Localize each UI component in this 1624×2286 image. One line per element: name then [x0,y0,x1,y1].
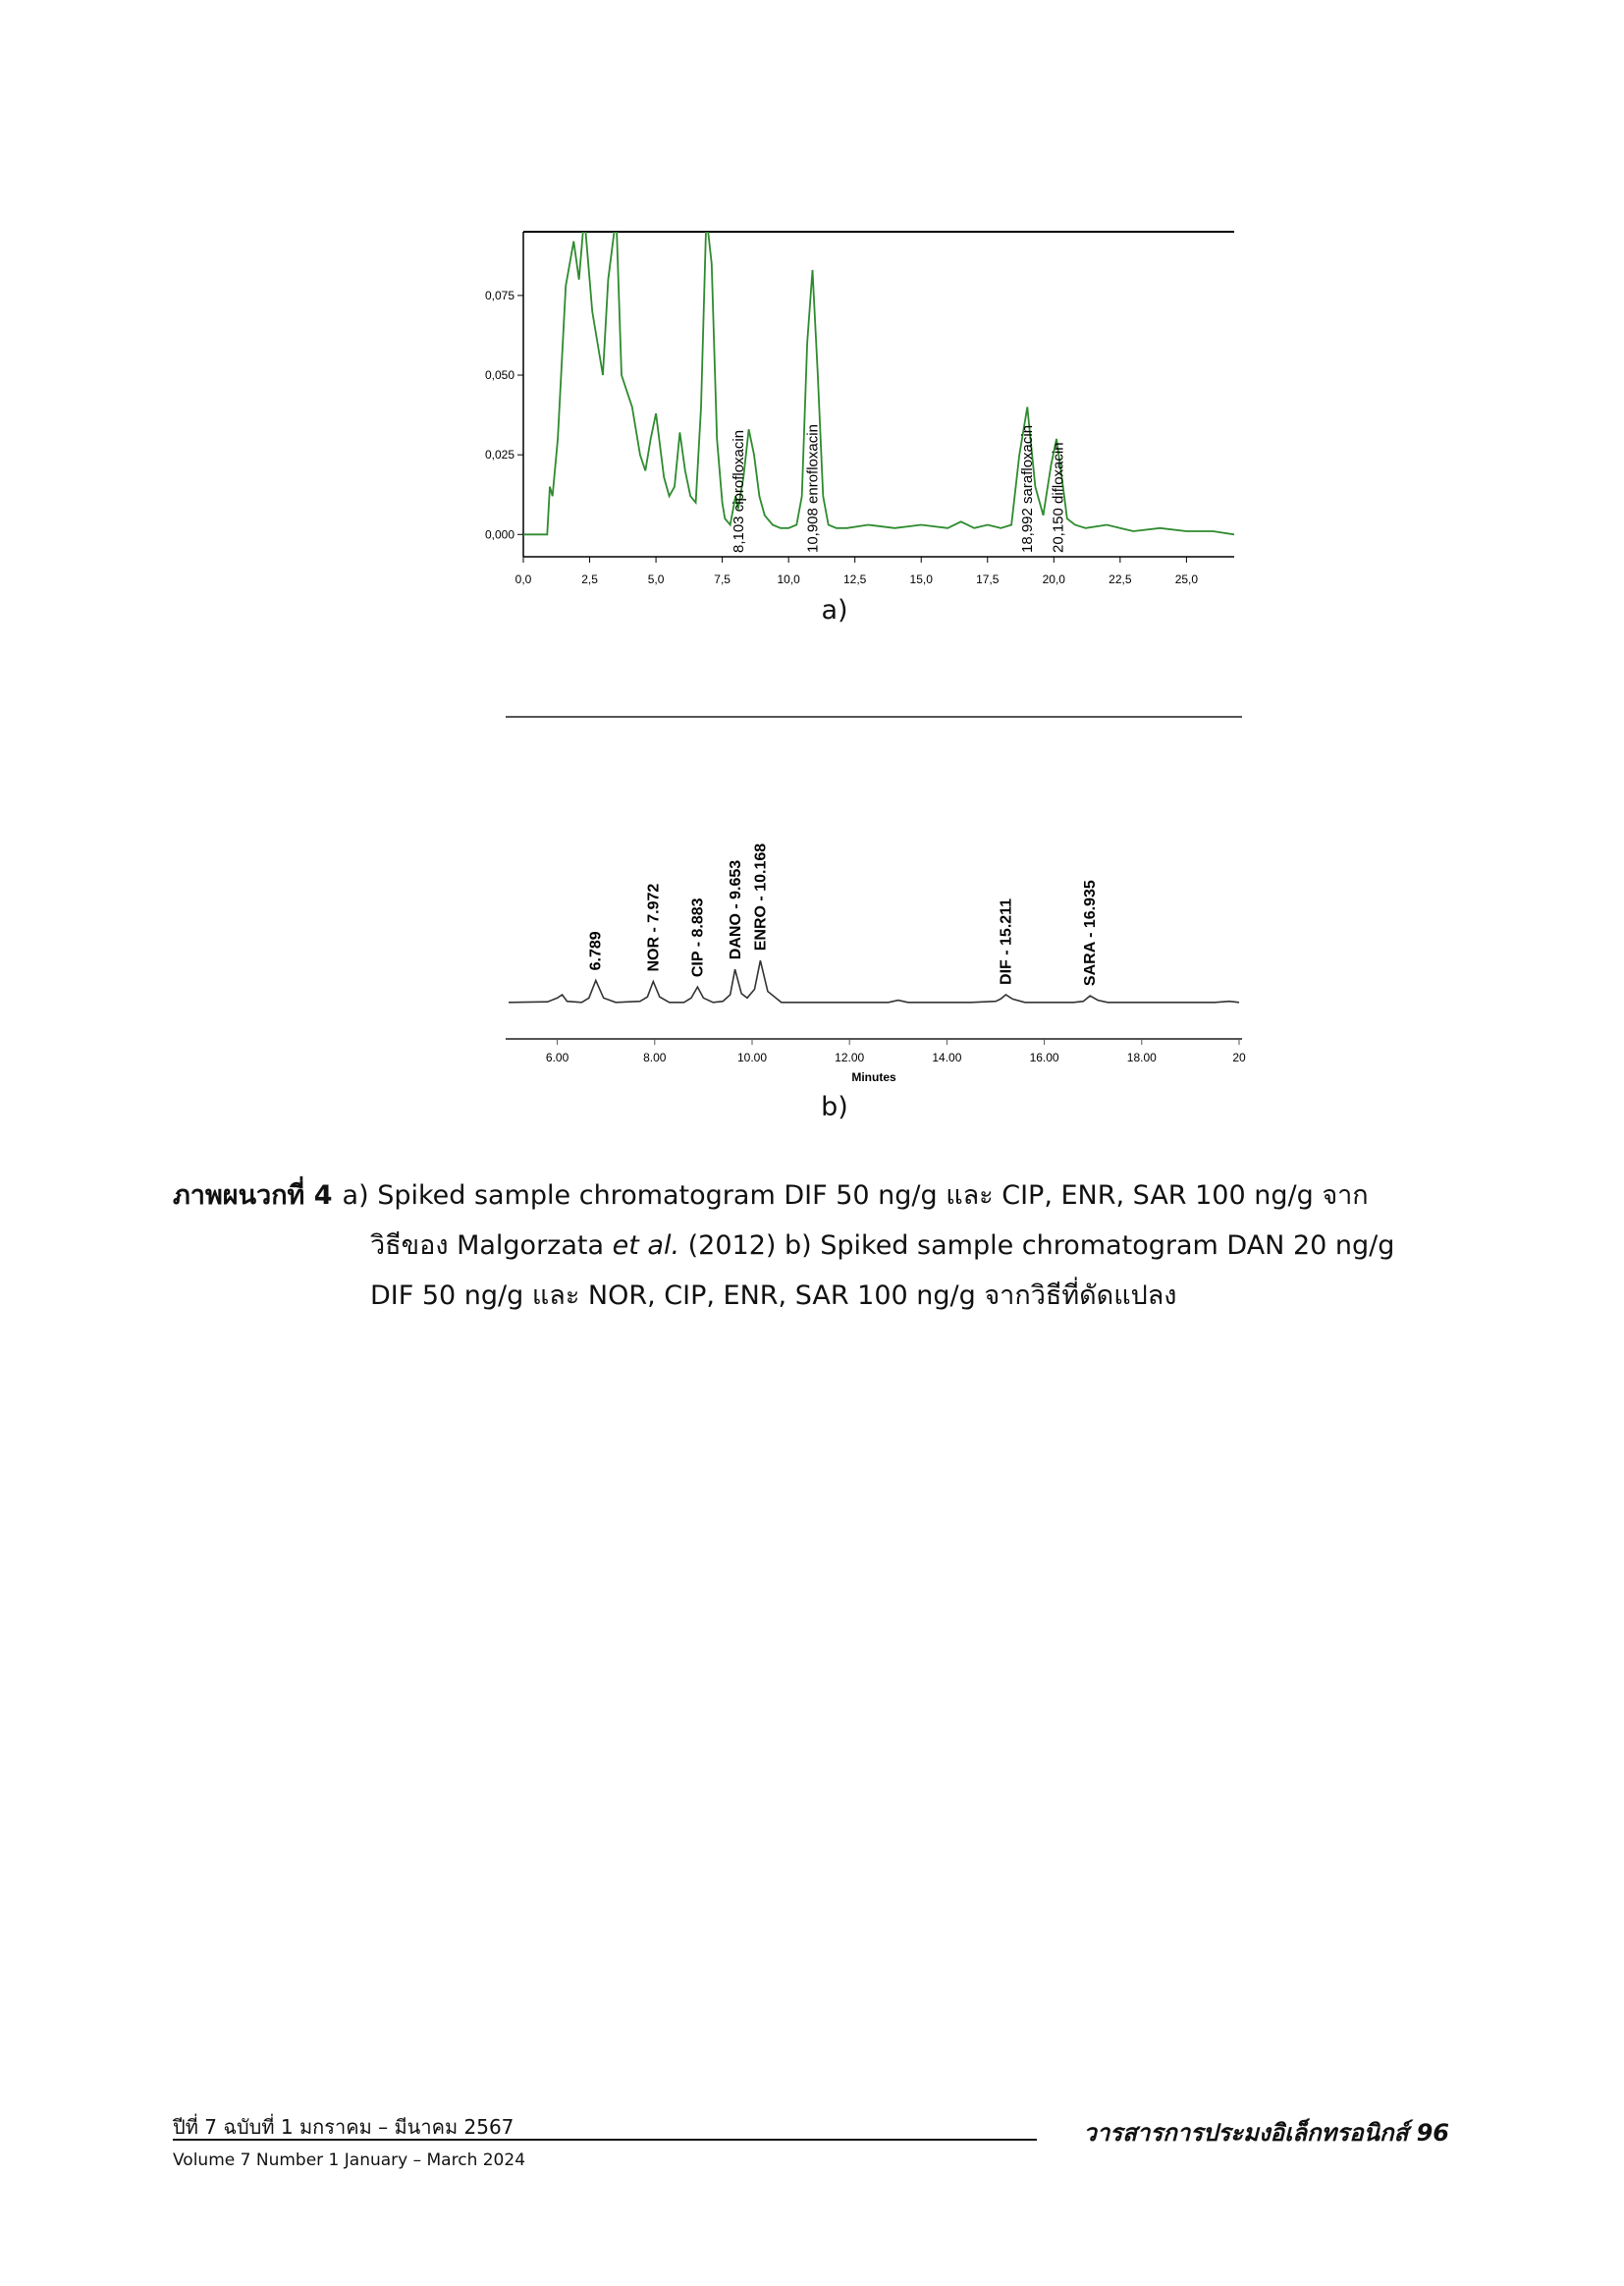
y-tick-label-a: 0,050 [484,368,514,383]
caption-line-1 [173,1170,1420,1221]
panel-label-a: a) [821,595,848,626]
peak-label-b: NOR - 7.972 [645,883,663,972]
series-line-b [509,960,1239,1003]
peak-label-a: 18,992 sarafloxacin [1019,424,1037,553]
x-tick-label-a: 17,5 [976,572,1000,586]
peak-label-b: DIF - 15.211 [998,898,1015,985]
peak-label-a: 20,150 difloxacin [1050,442,1067,553]
x-axis-title-b: Minutes [851,1070,896,1084]
footer-issue [173,2111,525,2170]
x-tick-label-a: 7,5 [714,572,731,586]
caption-text-2a: วิธีของ Malgorzata [370,1230,613,1261]
peak-label-b: DANO - 9.653 [727,859,744,960]
peak-label-a: 8,103 ciprofloxacin [730,429,747,553]
x-tick-label-b: 16.00 [1029,1051,1059,1064]
y-tick-label-a: 0,025 [484,448,514,463]
caption-line-3: DIF 50 ng/g และ NOR, CIP, ENR, SAR 100 ng/g จากวิธีที่ดัดแปลง [370,1280,1177,1311]
x-tick-label-b: 12.00 [835,1051,865,1064]
y-tick-label-a: 0,000 [484,527,514,542]
peak-label-b: 6.789 [587,931,605,971]
caption-text-2b: (2012) b) Spiked sample chromatogram DAN 20 ng/g [679,1230,1395,1261]
caption-text-2-italic: et al. [612,1230,680,1261]
peak-label-b: CIP - 8.883 [689,898,707,978]
peak-label-a: 10,908 enrofloxacin [804,424,822,553]
x-tick-label-a: 25,0 [1174,572,1199,586]
x-tick-label-a: 10,0 [777,572,800,586]
series-line-a [523,216,1234,534]
x-tick-label-b: 20 [1232,1051,1246,1064]
x-tick-label-a: 15,0 [909,572,933,586]
figure-caption [173,1170,1420,1321]
x-tick-label-b: 14.00 [932,1051,962,1064]
x-tick-label-a: 22,5 [1109,572,1132,586]
journal-name: วารสารการประมงอิเล็กทรอนิกส์ [1083,2119,1409,2147]
x-tick-label-a: 0,0 [514,572,532,586]
page-number: 96 [1416,2119,1449,2147]
footer-issue-th: ปีที่ 7 ฉบับที่ 1 มกราคม – มีนาคม 2567 [173,2115,514,2139]
x-tick-label-b: 10.00 [736,1051,768,1064]
x-tick-label-a: 20,0 [1042,572,1065,586]
caption-label: ภาพผนวกที่ 4 [173,1180,333,1211]
footer-issue-en: Volume 7 Number 1 January – March 2024 [173,2150,526,2170]
peak-label-b: ENRO - 10.168 [752,843,770,952]
footer-rule [173,2139,1037,2141]
caption-line-2 [173,1221,1420,1271]
x-tick-label-b: 6.00 [545,1051,569,1064]
x-tick-label-b: 8.00 [643,1051,667,1064]
x-tick-label-a: 2,5 [581,572,598,586]
x-tick-label-a: 12,5 [843,572,867,586]
x-tick-label-b: 18.00 [1126,1051,1157,1064]
chromatogram-b [491,707,1257,1100]
x-tick-label-a: 5,0 [647,572,665,586]
peak-label-b: SARA - 16.935 [1081,880,1099,987]
panel-label-b: b) [821,1092,848,1122]
y-tick-label-a: 0,075 [484,288,514,302]
chromatogram-a [471,216,1257,609]
caption-text-1: a) Spiked sample chromatogram DIF 50 ng/g และ CIP, ENR, SAR 100 ng/g จาก [342,1180,1369,1211]
footer-journal [1083,2113,1449,2151]
